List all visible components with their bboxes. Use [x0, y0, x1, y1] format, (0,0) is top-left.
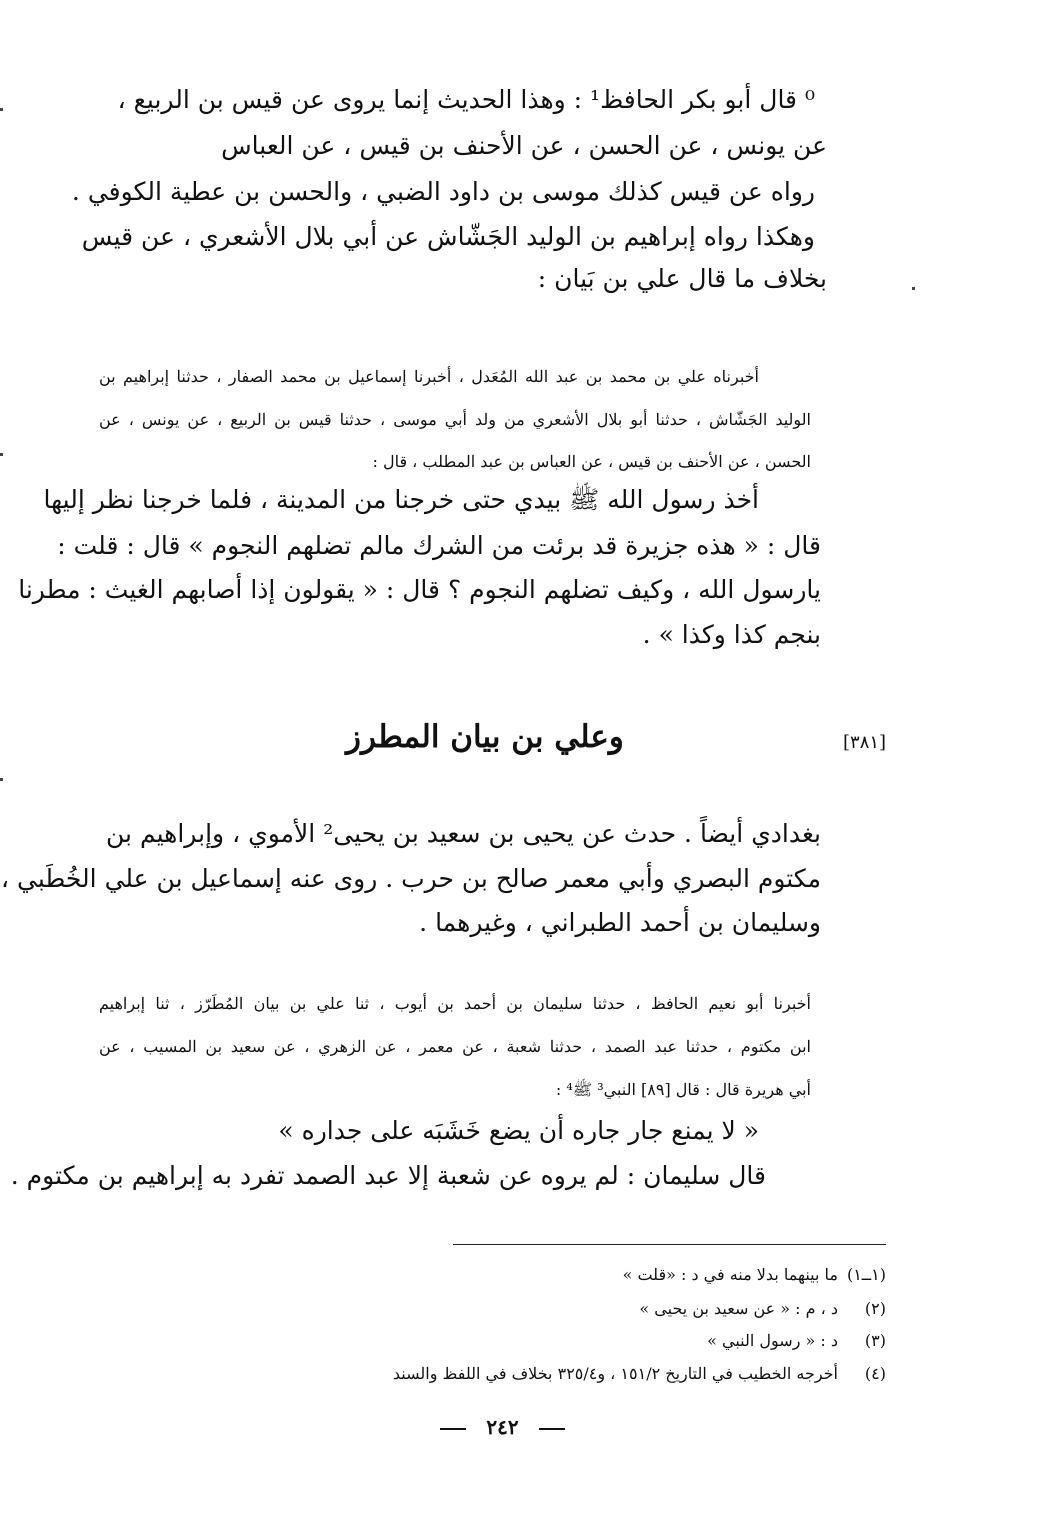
- footnote-item: [426, 1330, 886, 1352]
- hadith-line: أخذ رسول الله ﷺ بيدي حتى خرجنا من المدينة ، فلما خرجنا نظر إليها: [43, 485, 759, 514]
- footnote-number: (٤): [864, 1364, 886, 1383]
- margin-mark: [912, 287, 915, 290]
- hadith-line: يارسول الله ، وكيف تضلهم النجوم ؟ قال : « يقولون إذا أصابهم الغيث : مطرنا: [18, 575, 821, 604]
- text-line: رواه عن قيس كذلك موسى بن داود الضبي ، والحسن بن عطية الكوفي .: [71, 177, 815, 206]
- footnote-separator: [453, 1244, 886, 1245]
- text-line: بخلاف ما قال علي بن بَيان :: [537, 264, 827, 293]
- text-line: وهكذا رواه إبراهيم بن الوليد الجَشّاش عن أبي بلال الأشعري ، عن قيس: [81, 222, 815, 251]
- biography-line: وسليمان بن أحمد الطبراني ، وغيرهما .: [419, 908, 821, 937]
- entry-title: وعلي بن بيان المطرز: [346, 719, 624, 755]
- footnote-text: د ، م : « عن سعيد بن يحيى »: [639, 1299, 838, 1318]
- text-line: عن يونس ، عن الحسن ، عن الأحنف بن قيس ، عن العباس: [221, 131, 827, 160]
- footnote-item: [426, 1264, 886, 1286]
- entry-number: [٣٨١]: [843, 732, 887, 753]
- footnote-number: (٢): [864, 1299, 886, 1318]
- footnote-number: (٣): [864, 1331, 886, 1350]
- biography-line: مكتوم البصري وأبي معمر صالح بن حرب . روى عنه إسماعيل بن علي الخُطَبي ،: [1, 864, 821, 893]
- footnote-text: أخرجه الخطيب في التاريخ ١٥١/٢ ، و٣٢٥/٤ بخلاف في اللفظ والسند: [392, 1364, 838, 1383]
- margin-mark: [0, 108, 3, 111]
- chain-line: الوليد الجَشّاش ، حدثنا أبو بلال الأشعري من ولد أبي موسى ، حدثنا قيس بن الربيع ، عن يونس ، عن: [99, 410, 812, 429]
- footnote-item: [306, 1363, 886, 1385]
- chain-line: الحسن ، عن الأحنف بن قيس ، عن العباس بن عبد المطلب ، قال :: [372, 452, 811, 471]
- chain-line: أبي هريرة قال : قال [٨٩] النبي³ ﷺ⁴ :: [555, 1080, 811, 1099]
- footnote-text: ما بينهما بدلا منه في د : «قلت »: [622, 1265, 838, 1284]
- chain-line: أخبرنا أبو نعيم الحافظ ، حدثنا سليمان بن أحمد بن أيوب ، ثنا علي بن بيان المُطَرّز ، ثنا إبراهيم: [99, 994, 811, 1013]
- hadith-line: قال سليمان : لم يروه عن شعبة إلا عبد الصمد تفرد به إبراهيم بن مكتوم .: [10, 1161, 766, 1190]
- hadith-line: « لا يمنع جار جاره أن يضع خَشَبَه على جداره »: [278, 1116, 759, 1145]
- footnote-number: (١ــ١): [846, 1265, 886, 1284]
- hadith-line: بنجم كذا وكذا » .: [642, 620, 821, 649]
- biography-line: بغدادي أيضاً . حدث عن يحيى بن سعيد بن يحيى² الأموي ، وإبراهيم بن: [106, 819, 821, 848]
- page-number: ٢٤٢: [440, 1414, 565, 1440]
- footnote-item: [426, 1298, 886, 1320]
- margin-mark: [0, 453, 3, 456]
- margin-mark: [0, 778, 3, 781]
- text-line: ⁰ قال أبو بكر الحافظ¹ : وهذا الحديث إنما يروى عن قيس بن الربيع ،: [117, 85, 815, 114]
- chain-line: ابن مكتوم ، حدثنا عبد الصمد ، حدثنا شعبة ، عن معمر ، عن الزهري ، عن سعيد بن المسيب ، عن: [99, 1037, 812, 1056]
- hadith-line: قال : « هذه جزيرة قد برئت من الشرك مالم تضلهم النجوم » قال : قلت :: [57, 531, 821, 560]
- footnote-text: د : « رسول النبي »: [707, 1331, 838, 1350]
- chain-line: أخبرناه علي بن محمد بن عبد الله المُعَدل ، أخبرنا إسماعيل بن محمد الصفار ، حدثنا إبراهيم بن: [99, 367, 759, 386]
